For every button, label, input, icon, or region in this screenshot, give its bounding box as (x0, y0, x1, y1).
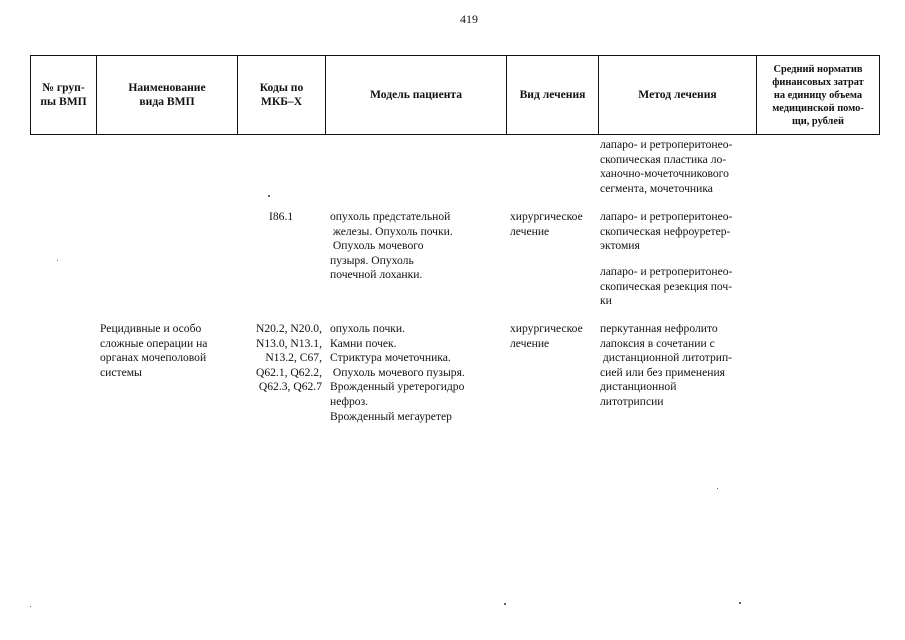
row1-method-1: лапаро- и ретроперитонео- скопическая нефроуретер- эктомия (600, 210, 733, 253)
scan-speck (504, 603, 506, 605)
header-patient-model: Модель пациента (326, 56, 507, 134)
row2-method: перкутанная нефролито лапоксия в сочетании с дистанционной литотрип- сией или без применения дистанционной литотрипсии (600, 322, 733, 408)
table-header (30, 55, 880, 135)
scan-speck (30, 606, 31, 607)
scan-speck (268, 195, 270, 197)
row1-type: хирургическое лечение (510, 210, 583, 238)
header-treatment-type: Вид лечения (507, 56, 599, 134)
header-group-no: № груп- пы ВМП (31, 56, 97, 134)
page-number: 419 (460, 12, 478, 26)
row1-code: I86.1 (269, 210, 294, 223)
header-icd-codes: Коды по МКБ–Х (238, 56, 326, 134)
row2-name: Рецидивные и особо сложные операции на органах мочеполовой системы (100, 322, 208, 379)
method-cont: лапаро- и ретроперитонео- скопическая пластика ло- ханочно-мочеточникового сегмента, мочеточника (600, 138, 733, 195)
row2-model: опухоль почки. Камни почек. Стриктура мочеточника. Опухоль мочевого пузыря. Врожденный уретерогидро нефроз. Врожденный мегауретер (330, 322, 465, 423)
scan-speck (739, 602, 741, 604)
row1-method-2: лапаро- и ретроперитонео- скопическая резекция поч- ки (600, 265, 733, 308)
row2-type: хирургическое лечение (510, 322, 583, 350)
row2-codes: N20.2, N20.0, N13.0, N13.1, N13.2, C67, Q62.1, Q62.2, Q62.3, Q62.7 (255, 322, 322, 394)
row1-model: опухоль предстательной железы. Опухоль почки. Опухоль мочевого пузыря. Опухоль почечной лоханки. (330, 210, 453, 282)
scan-speck (57, 260, 58, 261)
header-treatment-method: Метод лечения (599, 56, 757, 134)
scan-speck (717, 488, 718, 489)
header-vmp-name: Наименование вида ВМП (97, 56, 238, 134)
header-avg-norm: Средний норматив финансовых затрат на единицу объема медицинской помо- щи, рублей (772, 63, 864, 127)
